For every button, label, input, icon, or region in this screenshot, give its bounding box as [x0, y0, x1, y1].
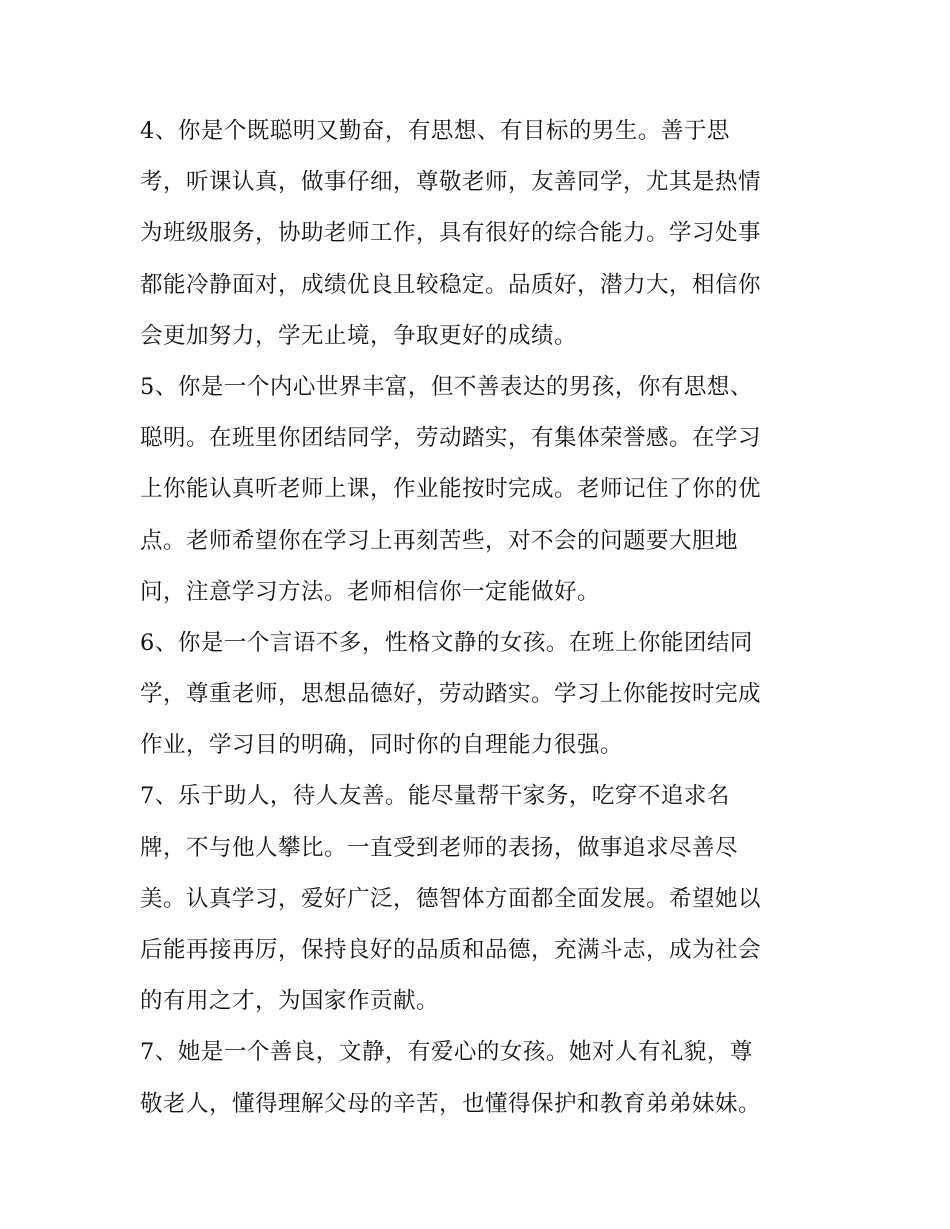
- text-line: 点。老师希望你在学习上再刻苦些，对不会的问题要大胆地: [140, 527, 739, 554]
- text-line: 问，注意学习方法。老师相信你一定能做好。: [140, 578, 601, 605]
- text-line: 上你能认真听老师上课，作业能按时完成。老师记住了你的优: [140, 476, 762, 503]
- text-line: 作业，学习目的明确，同时你的自理能力很强。: [140, 732, 624, 759]
- text-line: 聪明。在班里你团结同学，劳动踏实，有集体荣誉感。在学习: [140, 425, 762, 452]
- document-body: [140, 106, 812, 1130]
- text-line: 敬老人，懂得理解父母的辛苦，也懂得保护和教育弟弟妹妹。: [140, 1090, 762, 1117]
- text-line: 后能再接再厉，保持良好的品质和品德，充满斗志，成为社会: [140, 937, 762, 963]
- text-line: 5、你是一个内心世界丰富，但不善表达的男孩，你有思想、: [140, 373, 753, 400]
- text-line: 学，尊重老师，思想品德好，劳动踏实。学习上你能按时完成: [140, 681, 762, 708]
- text-line: 4、你是个既聪明又勤奋，有思想、有目标的男生。善于思: [140, 118, 730, 144]
- text-line: 考，听课认真，做事仔细，尊敬老师，友善同学，尤其是热情: [140, 169, 762, 196]
- text-line: 7、乐于助人，待人友善。能尽量帮干家务，吃穿不追求名: [140, 783, 730, 810]
- text-line: 会更加努力，学无止境，争取更好的成绩。: [140, 322, 578, 349]
- text-line: 的有用之才，为国家作贡献。: [140, 988, 440, 1015]
- text-line: 牌，不与他人攀比。一直受到老师的表扬，做事追求尽善尽: [140, 834, 739, 861]
- text-line: 美。认真学习，爱好广泛，德智体方面都全面发展。希望她以: [140, 885, 762, 912]
- text-line: 7、她是一个善良，文静，有爱心的女孩。她对人有礼貌，尊: [140, 1039, 753, 1066]
- text-line: 6、你是一个言语不多，性格文静的女孩。在班上你能团结同: [140, 629, 753, 656]
- text-line: 都能冷静面对，成绩优良且较稳定。品质好，潜力大，相信你: [140, 271, 762, 298]
- text-line: 为班级服务，协助老师工作，具有很好的综合能力。学习处事: [140, 220, 762, 247]
